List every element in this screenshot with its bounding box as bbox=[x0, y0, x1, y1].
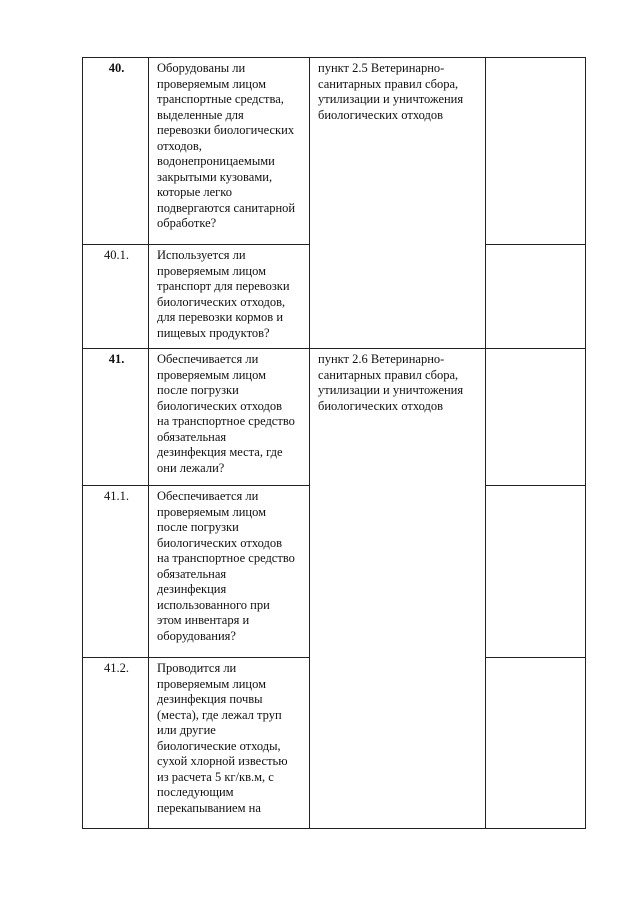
question-line: использованного при bbox=[157, 597, 270, 612]
question-line: Обеспечивается ли bbox=[157, 352, 259, 366]
question-line: подвергаются санитарной bbox=[157, 200, 296, 215]
question-line: транспорт для перевозки bbox=[157, 279, 290, 293]
question-line: обработке? bbox=[157, 216, 217, 230]
reference-line: утилизации и уничтожения bbox=[318, 383, 464, 397]
question-line: оборудования? bbox=[157, 628, 236, 643]
reference-line: пункт 2.6 Ветеринарно- bbox=[318, 352, 445, 366]
question-line: биологических отходов, bbox=[157, 294, 286, 309]
question-line: закрытыми кузовами, bbox=[157, 169, 273, 184]
question-line: Обеспечивается ли bbox=[157, 489, 259, 503]
row-number: 41.1. bbox=[83, 486, 149, 658]
reference-line: санитарных правил сбора, bbox=[318, 76, 459, 91]
question-line: последующим bbox=[157, 785, 234, 799]
row-number: 40.1. bbox=[83, 245, 149, 349]
question-line: на транспортное средство bbox=[157, 551, 295, 565]
legal-reference-cell bbox=[310, 349, 486, 829]
question-line: выделенные для bbox=[157, 107, 244, 122]
question-line: проверяемым лицом bbox=[157, 504, 266, 519]
question-line: после погрузки bbox=[157, 383, 239, 397]
question-line: сухой хлорной известью bbox=[157, 754, 288, 768]
notes-cell[interactable] bbox=[486, 349, 586, 486]
legal-reference-cell bbox=[310, 58, 486, 349]
notes-cell[interactable] bbox=[486, 486, 586, 658]
question-line: биологические отходы, bbox=[157, 738, 281, 753]
question-line: они лежали? bbox=[157, 460, 225, 475]
question-line: Оборудованы ли bbox=[157, 61, 246, 75]
question-line: из расчета 5 кг/кв.м, с bbox=[157, 769, 274, 784]
notes-cell[interactable] bbox=[486, 58, 586, 245]
reference-line: биологических отходов bbox=[318, 107, 443, 122]
question-line: дезинфекция места, где bbox=[157, 445, 283, 459]
question-cell bbox=[149, 486, 310, 658]
question-line: отходов, bbox=[157, 138, 202, 153]
question-line: или другие bbox=[157, 723, 216, 737]
question-line: перевозки биологических bbox=[157, 123, 295, 137]
table-row bbox=[83, 349, 586, 486]
reference-line: биологических отходов bbox=[318, 398, 443, 413]
question-cell bbox=[149, 658, 310, 829]
question-line: биологических отходов bbox=[157, 535, 282, 550]
question-line: дезинфекция bbox=[157, 582, 227, 596]
question-line: этом инвентаря и bbox=[157, 613, 250, 627]
question-line: для перевозки кормов и bbox=[157, 310, 284, 324]
row-number: 40. bbox=[83, 58, 149, 245]
question-line: биологических отходов bbox=[157, 398, 282, 413]
question-line: проверяемым лицом bbox=[157, 676, 266, 691]
table-row bbox=[83, 58, 586, 245]
question-cell bbox=[149, 349, 310, 486]
question-line: которые легко bbox=[157, 185, 232, 199]
notes-cell[interactable] bbox=[486, 245, 586, 349]
question-line: на транспортное средство bbox=[157, 414, 295, 428]
question-line: проверяемым лицом bbox=[157, 76, 266, 91]
question-line: обязательная bbox=[157, 566, 227, 581]
reference-line: утилизации и уничтожения bbox=[318, 92, 464, 106]
question-line: перекапыванием на bbox=[157, 800, 261, 815]
question-line: водонепроницаемыми bbox=[157, 154, 275, 168]
question-line: проверяемым лицом bbox=[157, 367, 266, 382]
question-line: Используется ли bbox=[157, 248, 246, 262]
question-cell bbox=[149, 245, 310, 349]
question-line: проверяемым лицом bbox=[157, 263, 266, 278]
question-line: (места), где лежал труп bbox=[157, 707, 282, 722]
question-line: пищевых продуктов? bbox=[157, 325, 270, 340]
question-line: после погрузки bbox=[157, 520, 239, 534]
reference-line: санитарных правил сбора, bbox=[318, 367, 459, 382]
row-number: 41.2. bbox=[83, 658, 149, 829]
notes-cell[interactable] bbox=[486, 658, 586, 829]
question-line: Проводится ли bbox=[157, 661, 237, 675]
question-line: обязательная bbox=[157, 429, 227, 444]
checklist-table bbox=[82, 57, 586, 829]
row-number: 41. bbox=[83, 349, 149, 486]
question-line: транспортные средства, bbox=[157, 92, 284, 106]
question-line: дезинфекция почвы bbox=[157, 692, 263, 706]
question-cell bbox=[149, 58, 310, 245]
reference-line: пункт 2.5 Ветеринарно- bbox=[318, 61, 445, 75]
